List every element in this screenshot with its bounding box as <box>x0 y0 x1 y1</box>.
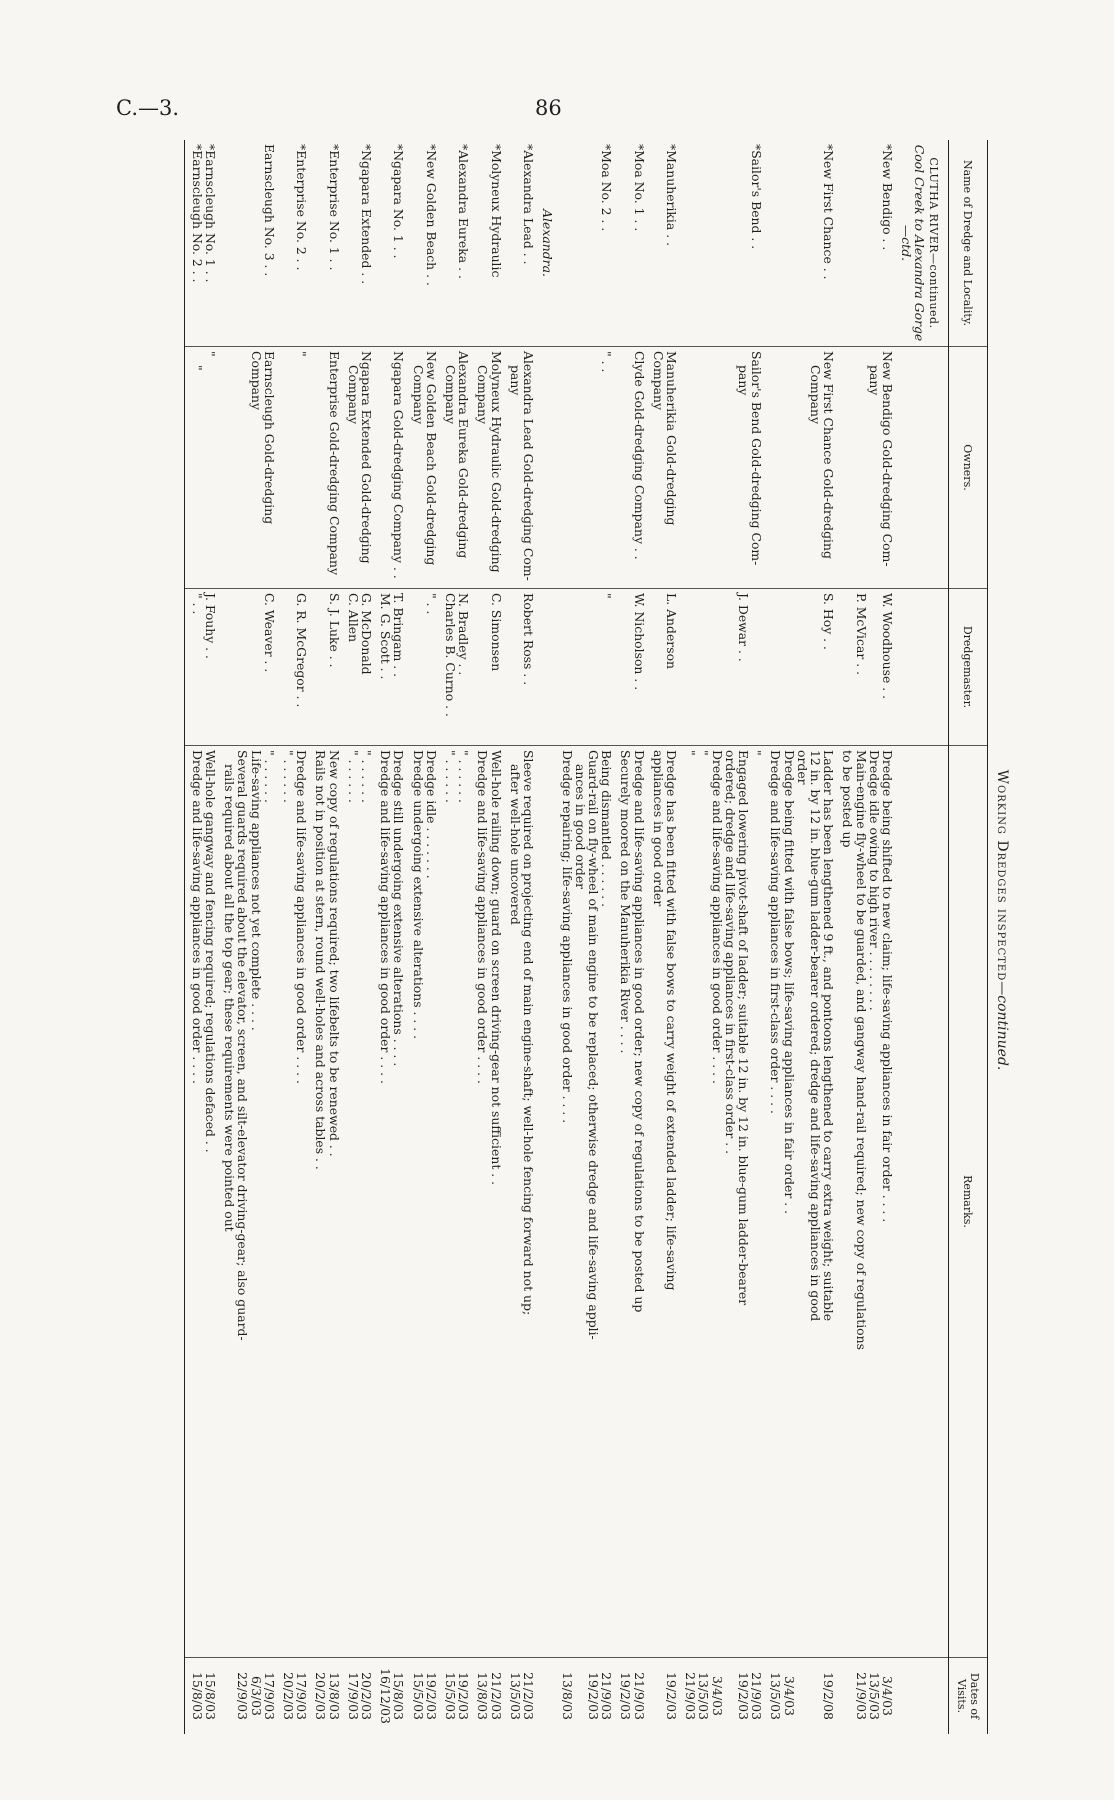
dredge-name-line: *Moa No. 2 . . <box>599 144 615 232</box>
dredgemaster-line: Charles B. Curno . . <box>443 593 459 717</box>
dredge-name-line: Earnscleugh No. 3 . . <box>261 144 277 277</box>
table-body <box>184 140 948 1734</box>
visit-date: 13/5/03 <box>507 1672 523 1720</box>
dredge-name-line: *Molyneux Hydraulic <box>488 144 504 278</box>
dredgemaster-line: L. Anderson <box>663 593 679 670</box>
section-heading-alexandra: Alexandra. <box>540 209 556 277</box>
visit-date: 19/2/03 <box>585 1672 601 1720</box>
owner-line: Ngapara Gold-dredging Company . . <box>391 351 407 579</box>
remark-line: Dredge idle . . . . . . . <box>423 750 439 879</box>
dredge-name-line: *Alexandra Eureka . . <box>456 144 472 279</box>
table-title <box>994 140 1010 1700</box>
owner-line: Molyneux Hydraulic Gold-dredging <box>488 351 504 573</box>
owner-line: Company <box>443 365 459 424</box>
visit-date: 13/8/03 <box>559 1672 575 1720</box>
visit-date: 13/5/03 <box>866 1672 882 1720</box>
remark-line: ordered; dredge and life-saving appliances in first-class order . . <box>722 750 738 1155</box>
remark-line: " <box>749 750 765 756</box>
dredgemaster-line <box>868 593 881 741</box>
visit-date: 20/2/03 <box>313 1672 329 1720</box>
remark-line: order <box>794 750 810 785</box>
owner-line: Ngapara Extended Gold-dredging <box>359 351 375 564</box>
visit-date <box>223 1662 236 1730</box>
dredgemaster-line: W. Woodhouse . . <box>879 593 895 700</box>
remark-line: Securely moored on the Manuherikia River . . . . <box>618 750 634 1054</box>
remark-line: Dredge repairing; life-saving appliances in good order . . . . <box>559 750 575 1124</box>
dredgemaster-line: " . . <box>423 593 439 615</box>
table-row <box>444 140 476 1734</box>
column-header-dates: Dates of Visits. <box>948 1658 987 1735</box>
dredgemaster-line: M. G. Scott . . <box>378 593 394 680</box>
table-row <box>841 140 900 1734</box>
dredge-name-line: *Manuherikia . . <box>663 144 679 247</box>
remark-line: appliances in good order <box>650 750 666 907</box>
visit-date: 19/2/03 <box>663 1672 679 1720</box>
remark-line: Dredge idle owing to high river . . . . . . . . <box>866 750 882 1011</box>
remark-line: Ladder has been lengthened 9 ft., and pontoons lengthened to carry extra weight; suitable <box>821 750 837 1322</box>
owner-line: Enterprise Gold-dredging Company <box>326 351 342 575</box>
remark-line: Dredge being fitted with false bows; life-saving appliances in fair order . . <box>781 750 797 1215</box>
visit-date: 21/9/03 <box>853 1672 869 1720</box>
page-number: 86 <box>535 96 562 120</box>
visit-date: 3/4/03 <box>781 1676 797 1716</box>
owner-line: New Golden Beach Gold-dredging <box>423 351 439 566</box>
dredge-name-line: *Enterprise No. 2 . . <box>294 144 310 271</box>
remark-line: Dredge and life-saving appliances in good order . . . . <box>475 750 491 1084</box>
dredgemaster-line: T. Bringam . . <box>391 593 407 678</box>
owner-line: New First Chance Gold-dredging <box>821 351 837 559</box>
visit-date: 20/2/03 <box>359 1672 375 1720</box>
visit-date: 15/8/03 <box>203 1672 219 1720</box>
dredgemaster-line: S. Hoy . . <box>821 593 837 650</box>
visit-date: 17/9/03 <box>345 1672 361 1720</box>
table-row <box>476 140 508 1734</box>
visit-date <box>809 1662 822 1730</box>
visit-date: 17/9/03 <box>261 1672 277 1720</box>
dredgemaster-line: W. Nicholson . . <box>631 593 647 691</box>
dredgemaster-line: G. McDonald <box>359 593 375 675</box>
visit-date: 13/8/03 <box>326 1672 342 1720</box>
dredge-name-line: *Moa No. 1 . . <box>631 144 647 232</box>
remark-line: rails required about all the top gear; these requirements were pointed out <box>222 764 238 1232</box>
table-row <box>619 140 651 1734</box>
visit-date <box>796 1662 809 1730</box>
owner-line: Earnscleugh Gold-dredging Company <box>248 351 277 525</box>
dredgemaster-line: C. Simonsen <box>488 593 504 672</box>
table-row <box>379 140 411 1734</box>
table-row <box>411 140 443 1734</box>
owner-line: " <box>203 351 219 357</box>
table-header-row <box>948 140 987 1734</box>
visit-date: 15/8/03 <box>189 1672 205 1720</box>
remark-line: " <box>683 750 699 756</box>
owner-line: Sailor's Bend Gold-dredging Com- <box>749 351 765 566</box>
remark-line: Dredge and life-saving appliances in first-class order . . . . <box>768 750 784 1114</box>
remark-line: Well-hole gangway and fencing required; regulations defaced . . <box>203 750 219 1153</box>
owner-line: " <box>294 351 310 357</box>
table-row <box>560 140 619 1734</box>
remark-line: " . . . . . . <box>345 750 361 803</box>
table-row <box>223 140 282 1734</box>
table-row <box>191 140 223 1734</box>
column-header-dredgemaster: Dredgemaster. <box>948 589 987 746</box>
visit-date <box>652 1662 665 1730</box>
remark-line: Dredge and life-saving appliances in good order; new copy of regulations to be posted up <box>631 750 647 1313</box>
remark-line: Well-hole railing down; guard on screen driving-gear not sufficient . . <box>488 750 504 1186</box>
owner-line: New Bendigo Gold-dredging Com- <box>879 351 895 567</box>
dredgemaster-line: Robert Ross . . <box>521 593 537 686</box>
remark-line: Guard-rail on fly-wheel of main engine to be replaced; otherwise dredge and life-saving appli- <box>585 750 601 1340</box>
remark-line: Dredge undergoing extensive alterations . . . . <box>410 750 426 1040</box>
visit-date: 19/2/08 <box>821 1672 837 1720</box>
visit-date: 16/12/03 <box>378 1668 394 1724</box>
remark-line: Life-saving appliances not yet complete . . . . <box>248 750 264 1031</box>
remark-line: Main-engine fly-wheel to be guarded, and gangway hand-rail required; new copy of regulations <box>853 750 869 1350</box>
visit-date <box>841 1662 854 1730</box>
remark-line: Being dismantled . . . . . . <box>599 750 615 908</box>
visit-date: 21/2/03 <box>521 1672 537 1720</box>
section-row-clutha <box>900 140 948 1734</box>
visit-date: 15/5/03 <box>443 1672 459 1720</box>
visit-date: 21/9/03 <box>749 1672 765 1720</box>
visit-date: 17/9/03 <box>294 1672 310 1720</box>
remark-line: Dredge and life-saving appliances in good order . . . . <box>709 750 725 1084</box>
remark-line: ances in good order <box>572 764 588 890</box>
remark-line: New copy of regulations required; two lifebelts to be renewed . . <box>326 750 342 1157</box>
remark-line: Dredge and life-saving appliances in good order . . . . <box>294 750 310 1084</box>
remark-line: " . . . . . . <box>443 750 459 803</box>
column-header-owners: Owners. <box>948 347 987 589</box>
remark-line: " . . . . . . <box>261 750 277 803</box>
owner-line: Clyde Gold-dredging Company . . <box>631 351 647 560</box>
owner-line: Company <box>410 365 426 424</box>
owner-line: pany <box>507 365 523 396</box>
remark-line: to be posted up <box>840 750 856 848</box>
dredgemaster-line: C. Allen <box>345 593 361 643</box>
dredgemaster-line: S. J. Luke . . <box>326 593 342 668</box>
visit-date <box>574 1662 587 1730</box>
dredge-name-line: *Sailor's Bend . . <box>749 144 765 250</box>
dredge-name-line: *Ngapara No. 1 . . <box>391 144 407 259</box>
section-subheading-cool-creek: Cool Creek to Alexandra Gorge—ctd. <box>899 144 928 342</box>
dredge-name-line: *New First Chance . . <box>821 144 837 280</box>
visit-date: 3/4/03 <box>709 1676 725 1716</box>
table-row <box>652 140 684 1734</box>
owner-line: Alexandra Lead Gold-dredging Com- <box>521 351 537 581</box>
dredgemaster-line: J. Fouhy . . <box>203 593 219 659</box>
remark-line: Several guards required about the elevator, screen, and silt-elevator driving-gear; also guard- <box>235 750 251 1341</box>
remark-line: Dredge and life-saving appliances in good order . . . . <box>189 750 205 1084</box>
remark-line: Dredge and life-saving appliances in good order . . . . <box>378 750 394 1084</box>
dredgemaster-line: J. Dewar . . <box>735 593 751 662</box>
visit-date: 3/4/03 <box>879 1676 895 1716</box>
dredge-name-line: *Ngapara Extended . . <box>359 144 375 285</box>
visit-date: 21/9/03 <box>599 1672 615 1720</box>
dredge-name-line: *New Golden Beach . . <box>423 144 439 286</box>
visit-date <box>724 1662 737 1730</box>
visit-date: 13/5/03 <box>696 1672 712 1720</box>
column-header-remarks: Remarks. <box>948 746 987 1658</box>
dredgemaster-line: C. Weaver . . <box>261 593 277 673</box>
visit-date: 19/2/03 <box>423 1672 439 1720</box>
dredge-name-line: *New Bendigo . . <box>879 144 895 251</box>
visit-date: 19/2/03 <box>618 1672 634 1720</box>
remark-line: Dredge being shifted to new claim; life-saving appliances in fair order . . . . <box>879 750 895 1223</box>
visit-date: 6/3/03 <box>248 1676 264 1716</box>
remark-line: Rails not in position at stern, round well-holes and across tables . . <box>313 750 329 1170</box>
owner-line: Company <box>475 365 491 424</box>
column-header-name: Name of Dredge and Locality. <box>948 140 987 347</box>
remark-line: Engaged lowering pivot-shaft of ladder; suitable 12 in. by 12 in. blue-gum ladder-bearer <box>735 750 751 1306</box>
remark-line: Dredge still undergoing extensive alterations . . . . <box>391 750 407 1067</box>
remark-line: " . . . . . . <box>456 750 472 803</box>
visit-date: 19/2/03 <box>735 1672 751 1720</box>
remark-line: Sleeve required on projecting end of main engine-shaft; well-hole fencing forward not up; <box>521 750 537 1316</box>
dredgemaster-line: " <box>599 593 615 599</box>
dredge-name-line: *Alexandra Lead . . <box>521 144 537 265</box>
dredge-name-line: *Earnscleugh No. 1 . . <box>203 144 219 283</box>
section-row-alexandra <box>541 140 560 1734</box>
owner-line: pany <box>735 365 751 396</box>
section-heading-clutha: CLUTHA RIVER—continued. <box>926 157 940 329</box>
visit-date: 13/8/03 <box>475 1672 491 1720</box>
remark-line: " . . . . . . <box>359 750 375 803</box>
owner-line: " <box>189 365 205 371</box>
dredgemaster-line <box>750 593 763 741</box>
table-row <box>314 140 346 1734</box>
owner-line: Alexandra Eureka Gold-dredging <box>456 351 472 559</box>
dredges-table <box>184 140 988 1734</box>
owner-line: pany <box>866 365 882 396</box>
table-title-continued: —continued. <box>994 981 1010 1071</box>
owner-line: Company <box>807 365 823 424</box>
visit-date: 21/9/03 <box>683 1672 699 1720</box>
table-row <box>282 140 314 1734</box>
remark-line: Dredge has been fitted with false bows to carry weight of extended ladder; life-saving <box>663 750 679 1291</box>
owner-line: " . . <box>599 351 615 373</box>
rotated-table-region <box>108 140 1010 1724</box>
dredgemaster-line: " . . <box>189 593 205 615</box>
dredgemaster-line: P. McVicar . . <box>853 593 869 676</box>
owner-line: Manuherikia Gold-dredging Company <box>650 351 679 526</box>
visit-date: 22/9/03 <box>235 1672 251 1720</box>
remark-line: " . . . . . . <box>281 750 297 803</box>
visit-date: 21/2/03 <box>488 1672 504 1720</box>
document-reference: C.—3. <box>116 96 180 120</box>
visit-date: 15/8/03 <box>391 1672 407 1720</box>
owner-line: Company <box>345 365 361 424</box>
table-row <box>509 140 541 1734</box>
remark-line: after well-hole uncovered <box>507 764 523 925</box>
visit-date: 15/5/03 <box>410 1672 426 1720</box>
visit-date: 20/2/03 <box>281 1672 297 1720</box>
dredgemaster-line: N. Bradley . . <box>456 593 472 676</box>
visit-date: 21/9/03 <box>631 1672 647 1720</box>
dredge-name-line: *Earnscleugh No. 2 . . <box>189 144 205 283</box>
remark-line: " <box>696 750 712 756</box>
visit-date: 13/5/03 <box>768 1672 784 1720</box>
table-row <box>769 140 841 1734</box>
remark-line: 12 in. by 12 in. blue-gum ladder-bearer ordered; dredge and life-saving appliances in good <box>807 750 823 1322</box>
table-title-main: Working Dredges inspected <box>994 769 1010 982</box>
dredgemaster-line: G. R. McGregor . . <box>294 593 310 708</box>
table-row <box>684 140 769 1734</box>
table-row <box>347 140 379 1734</box>
visit-date: 19/2/03 <box>456 1672 472 1720</box>
dredge-name-line: *Enterprise No. 1 . . <box>326 144 342 271</box>
